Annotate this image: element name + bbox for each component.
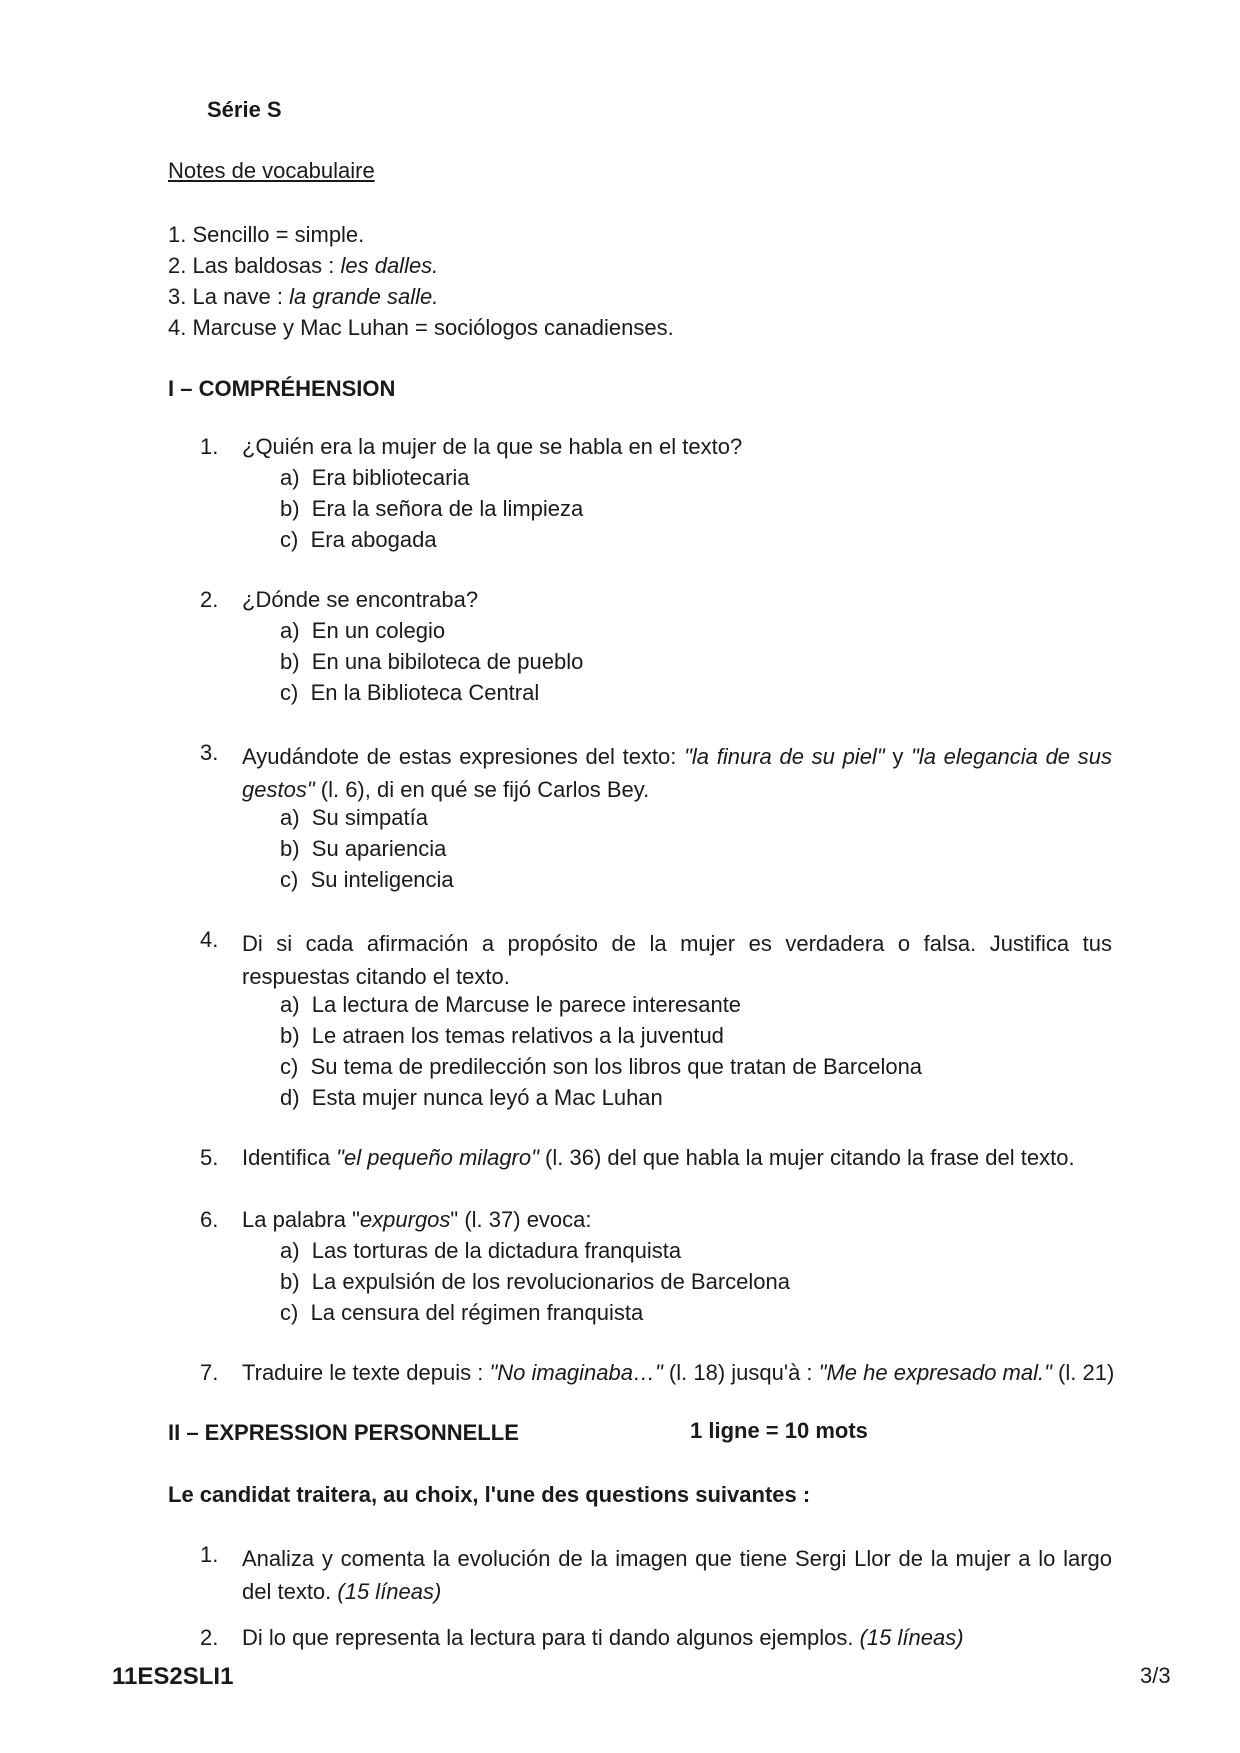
vocab-item-3: 3. La nave : la grande salle. (168, 284, 439, 309)
q3-option-c: c) Su inteligencia (280, 867, 454, 892)
q6-option-c: c) La censura del régimen franquista (280, 1300, 644, 1325)
expression-title: II – EXPRESSION PERSONNELLE (168, 1420, 519, 1445)
vocab-title: Notes de vocabulaire (168, 158, 375, 183)
e1-number: 1. (200, 1542, 219, 1567)
q4-number: 4. (200, 927, 219, 952)
serie-label: Série S (207, 97, 282, 122)
vocab-item-1: 1. Sencillo = simple. (168, 222, 365, 247)
q1-number: 1. (200, 434, 219, 459)
page-number: 3/3 (1140, 1663, 1171, 1688)
q6-text: La palabra "expurgos" (l. 37) evoca: (242, 1207, 592, 1232)
q2-number: 2. (200, 587, 219, 612)
expression-rule: 1 ligne = 10 mots (690, 1418, 868, 1443)
e2-number: 2. (200, 1625, 219, 1650)
q3-option-a: a) Su simpatía (280, 805, 428, 830)
e2-text: Di lo que representa la lectura para ti dando algunos ejemplos. (15 líneas) (242, 1625, 964, 1650)
q6-option-a: a) Las torturas de la dictadura franquista (280, 1238, 682, 1263)
q1-option-c: c) Era abogada (280, 527, 437, 552)
q1-option-a: a) Era bibliotecaria (280, 465, 470, 490)
q5-number: 5. (200, 1145, 219, 1170)
q6-number: 6. (200, 1207, 219, 1232)
vocab-item-4: 4. Marcuse y Mac Luhan = sociólogos canadienses. (168, 315, 674, 340)
q4-option-d: d) Esta mujer nunca leyó a Mac Luhan (280, 1085, 663, 1110)
q3-number: 3. (200, 740, 219, 765)
q1-option-b: b) Era la señora de la limpieza (280, 496, 584, 521)
q2-option-a: a) En un colegio (280, 618, 446, 643)
q4-option-c: c) Su tema de predilección son los libros que tratan de Barcelona (280, 1054, 923, 1079)
document-code: 11ES2SLI1 (112, 1663, 234, 1690)
q7-text: Traduire le texte depuis : "No imaginaba…" (l. 18) jusqu'à : "Me he expresado mal." (l. 21) (242, 1360, 1115, 1385)
q6-option-b: b) La expulsión de los revolucionarios de Barcelona (280, 1269, 790, 1294)
q4-text: Di si cada afirmación a propósito de la mujer es verdadera o falsa. Justifica tus respuestas citando el texto. (242, 931, 1112, 989)
q3-text: Ayudándote de estas expresiones del texto: "la finura de su piel" y "la elegancia de sus gestos" (l. 6), di en qué se fijó Carlos Bey. (242, 744, 1112, 802)
comprehension-title: I – COMPRÉHENSION (168, 376, 396, 401)
q4-option-b: b) Le atraen los temas relativos a la juventud (280, 1023, 724, 1048)
q1-text: ¿Quién era la mujer de la que se habla en el texto? (242, 434, 743, 459)
vocab-item-2: 2. Las baldosas : les dalles. (168, 253, 439, 278)
q4-option-a: a) La lectura de Marcuse le parece interesante (280, 992, 742, 1017)
q2-option-c: c) En la Biblioteca Central (280, 680, 540, 705)
q2-text: ¿Dónde se encontraba? (242, 587, 479, 612)
q2-option-b: b) En una bibiloteca de pueblo (280, 649, 584, 674)
q7-number: 7. (200, 1360, 219, 1385)
expression-instruction: Le candidat traitera, au choix, l'une des questions suivantes : (168, 1482, 811, 1507)
q5-text: Identifica "el pequeño milagro" (l. 36) del que habla la mujer citando la frase del texto. (242, 1145, 1075, 1170)
q3-option-b: b) Su apariencia (280, 836, 447, 861)
e1-text: Analiza y comenta la evolución de la imagen que tiene Sergi Llor de la mujer a lo largo del texto. (15 líneas) (242, 1546, 1112, 1604)
